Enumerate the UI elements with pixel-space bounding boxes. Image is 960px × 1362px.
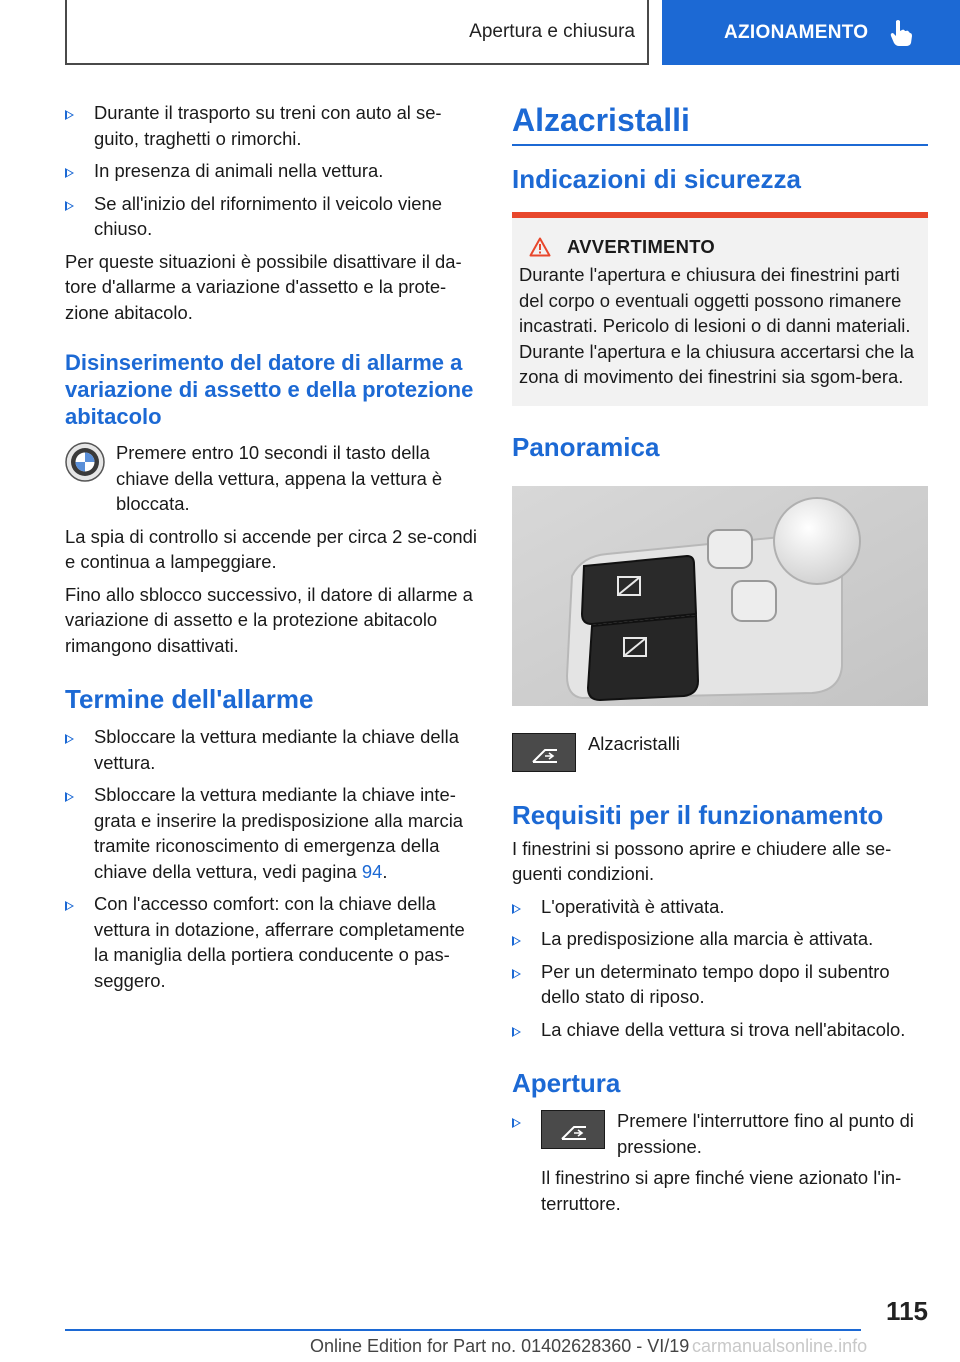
- window-icon: [560, 1119, 588, 1141]
- list-item: La chiave della vettura si trova nell'abitacolo.: [512, 1017, 928, 1043]
- footer-watermark: carmanualsonline.info: [692, 1336, 868, 1356]
- chapter-label: AZIONAMENTO: [724, 21, 869, 43]
- paragraph: La spia di controllo si accende per circa 2 se-condi e continua a lampeggiare.: [65, 525, 477, 572]
- footer-edition: Online Edition for Part no. 01402628360 - VI/19: [310, 1336, 690, 1356]
- opening-list: [512, 1108, 928, 1216]
- list-item: La predisposizione alla marcia è attivata.: [512, 926, 928, 952]
- warning-header: [519, 236, 921, 258]
- warning-triangle-icon: [529, 237, 551, 257]
- list-item: [512, 1108, 928, 1216]
- warning-label: AVVERTIMENTO: [567, 236, 716, 257]
- left-column: [65, 100, 477, 1000]
- hand-pointer-icon: [890, 19, 912, 47]
- heading-disable-alarm: Disinserimento del datore di allarme a variazione di assetto e della protezione abitacolo: [65, 350, 474, 429]
- paragraph: Fino allo sblocco successivo, il datore di allarme a variazione di assetto e la protezione abitacolo rimangono disattivati.: [65, 583, 473, 656]
- list-item-text: Sbloccare la vettura mediante la chiave inte-grata e inserire la predisposizione alla marcia tramite riconoscimento di emergenza della chiave della vettura, vedi pagina: [94, 784, 464, 882]
- paragraph: I finestrini si possono aprire e chiudere alle se-guenti condizioni.: [512, 837, 892, 884]
- bmw-key-icon: [65, 442, 105, 482]
- paragraph: Per queste situazioni è possibile disattivare il da-tore d'allarme a variazione d'assetto e la prote-zione abitacolo.: [65, 250, 462, 323]
- heading-safety: Indicazioni di sicurezza: [512, 164, 801, 194]
- window-switch-icon: [541, 1110, 605, 1149]
- page-title: Alzacristalli: [512, 100, 928, 146]
- list-item: Durante il trasporto su treni con auto al se-guito, traghetti o rimorchi.: [65, 100, 477, 151]
- list-item: L'operatività è attivata.: [512, 894, 928, 920]
- list-item: Con l'accesso comfort: con la chiave della vettura in dotazione, afferrare completamente la maniglia della portiera conducente o pas-seggero.: [65, 891, 477, 993]
- section-label: Apertura e chiusura: [469, 20, 635, 42]
- heading-end-alarm: Termine dell'allarme: [65, 684, 314, 714]
- requirements-list: [512, 894, 928, 1043]
- list-item: In presenza di animali nella vettura.: [65, 158, 477, 184]
- window-switch-photo: [512, 486, 928, 706]
- list-item-tail: .: [382, 860, 388, 882]
- list-item: Sbloccare la vettura mediante la chiave della vettura.: [65, 724, 477, 775]
- end-alarm-list: [65, 724, 477, 993]
- right-column: [512, 100, 928, 1223]
- warning-text: Durante l'apertura e chiusura dei finestrini parti del corpo o eventuali oggetti possono rimanere incastrati. Pericolo di lesioni o di danni materiali. Durante l'apertura e la chiusura accertarsi che la zona di movimento dei finestrini sia sgom-bera.: [519, 264, 915, 387]
- window-icon: [531, 742, 559, 764]
- page-link[interactable]: 94: [361, 860, 383, 882]
- paragraph: Premere entro 10 secondi il tasto della chiave della vettura, appena la vettura è bloccata.: [116, 442, 443, 514]
- key-instruction: [65, 440, 477, 517]
- caption-text: Alzacristalli: [588, 732, 680, 754]
- list-item: [65, 782, 477, 884]
- list-item-text: Premere l'interruttore fino al punto di pressione.: [617, 1110, 914, 1157]
- heading-overview: Panoramica: [512, 431, 660, 462]
- footer-divider: [65, 1329, 861, 1331]
- header-section-title: [65, 0, 649, 65]
- paragraph: Il finestrino si apre finché viene azionato l'in-terruttore.: [541, 1167, 902, 1214]
- warning-box: [512, 212, 928, 406]
- list-item: Se all'inizio del rifornimento il veicolo viene chiuso.: [65, 191, 477, 242]
- list-item: Per un determinato tempo dopo il subentro dello stato di riposo.: [512, 959, 928, 1010]
- header-chapter-tab: [662, 0, 960, 65]
- heading-opening: Apertura: [512, 1068, 621, 1098]
- figure-caption: [512, 733, 928, 772]
- page-number: 115: [886, 1296, 928, 1326]
- heading-requirements: Requisiti per il funzionamento: [512, 799, 884, 830]
- window-switch-icon: [512, 733, 576, 772]
- conditions-list: [65, 100, 477, 242]
